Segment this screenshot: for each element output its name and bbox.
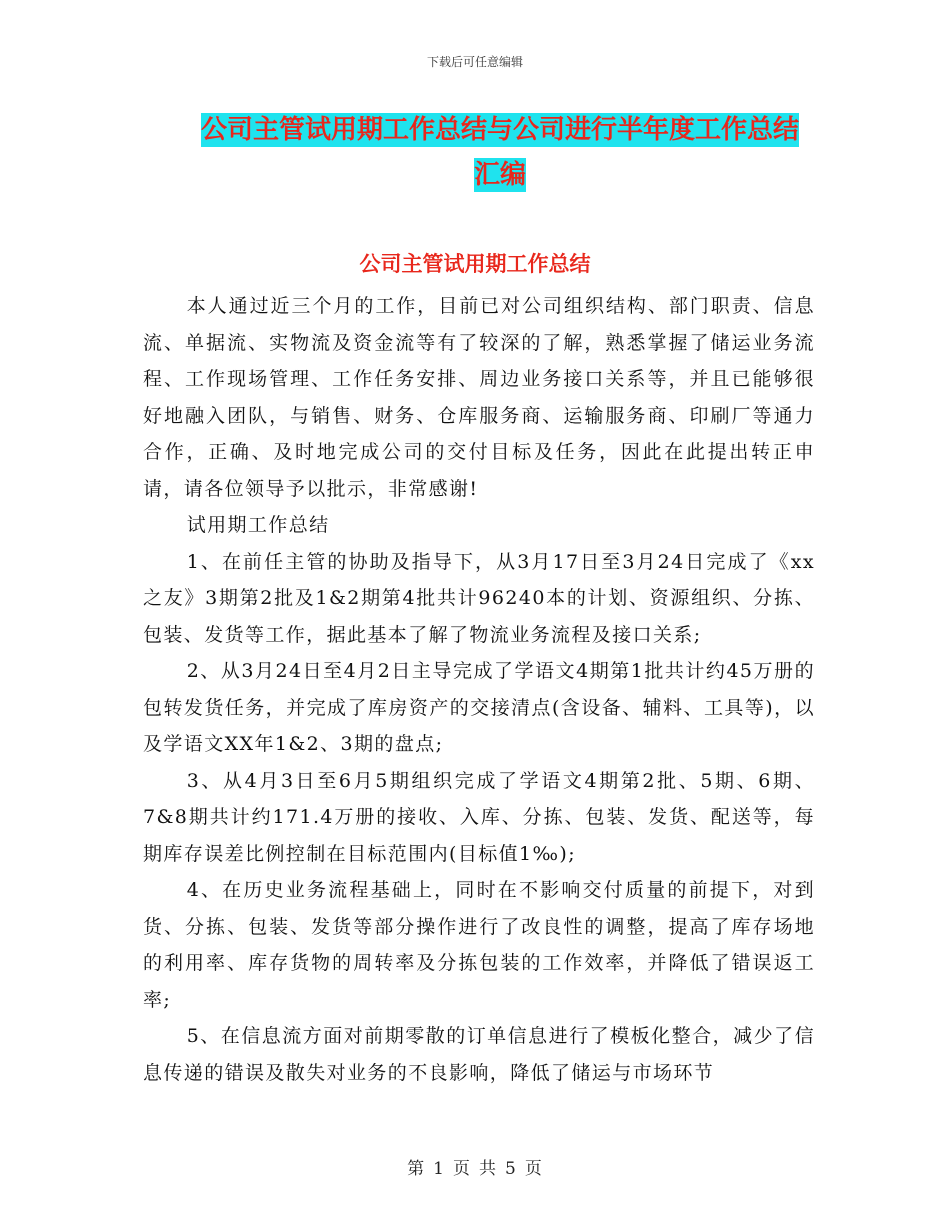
paragraph-item-1: 1、在前任主管的协助及指导下，从3月17日至3月24日完成了《xx之友》3期第2批及1&2期第4批共计96240本的计划、资源组织、分拣、包装、发货等工作，据此基本了解了物流业务流程及接口关系;	[143, 550, 815, 646]
header-note: 下载后可任意编辑	[426, 55, 523, 69]
footer-prefix: 第	[407, 1159, 426, 1179]
footer-total-unit: 页	[524, 1159, 543, 1179]
paragraph-item-5: 5、在信息流方面对前期零散的订单信息进行了模板化整合，减少了信息传递的错误及散失对业务的不良影响，降低了储运与市场环节	[143, 1025, 815, 1084]
document-title	[190, 108, 810, 198]
section-title: 公司主管试用期工作总结	[359, 252, 591, 276]
page-footer	[0, 1154, 950, 1179]
footer-page-number: 1	[433, 1159, 445, 1179]
paragraph-subheading: 试用期工作总结	[186, 514, 330, 536]
footer-total-pages: 5	[505, 1159, 517, 1179]
paragraph-item-2: 2、从3月24日至4月2日主导完成了学语文4期第1批共计约45万册的包转发货任务，并完成了库房资产的交接清点(含设备、辅料、工具等)，以及学语文XX年1&2、3期的盘点;	[143, 660, 815, 755]
document-title-line-1: 公司主管试用期工作总结与公司进行半年度工作总结	[200, 115, 799, 145]
footer-total-prefix: 共	[479, 1159, 497, 1179]
footer-page-unit: 页	[453, 1159, 471, 1179]
paragraph-item-3: 3、从4月3日至6月5期组织完成了学语文4期第2批、5期、6期、7&8期共计约171.4万册的接收、入库、分拣、包装、发货、配送等，每期库存误差比例控制在目标范围内(目标值1‰);	[143, 769, 815, 865]
document-body	[143, 288, 815, 1091]
paragraph-item-4: 4、在历史业务流程基础上，同时在不影响交付质量的前提下，对到货、分拣、包装、发货等部分操作进行了改良性的调整，提高了库存场地的利用率、库存货物的周转率及分拣包装的工作效率，并降低了错误返工率;	[143, 879, 815, 1011]
paragraph-intro: 本人通过近三个月的工作，目前已对公司组织结构、部门职责、信息流、单据流、实物流及资金流等有了较深的了解，熟悉掌握了储运业务流程、工作现场管理、工作任务安排、周边业务接口关系等，并且已能够很好地融入团队，与销售、财务、仓库服务商、运输服务商、印刷厂等通力合作，正确、及时地完成公司的交付目标及任务，因此在此提出转正申请，请各位领导予以批示，非常感谢!	[143, 295, 815, 500]
document-title-line-2: 汇编	[473, 160, 526, 190]
